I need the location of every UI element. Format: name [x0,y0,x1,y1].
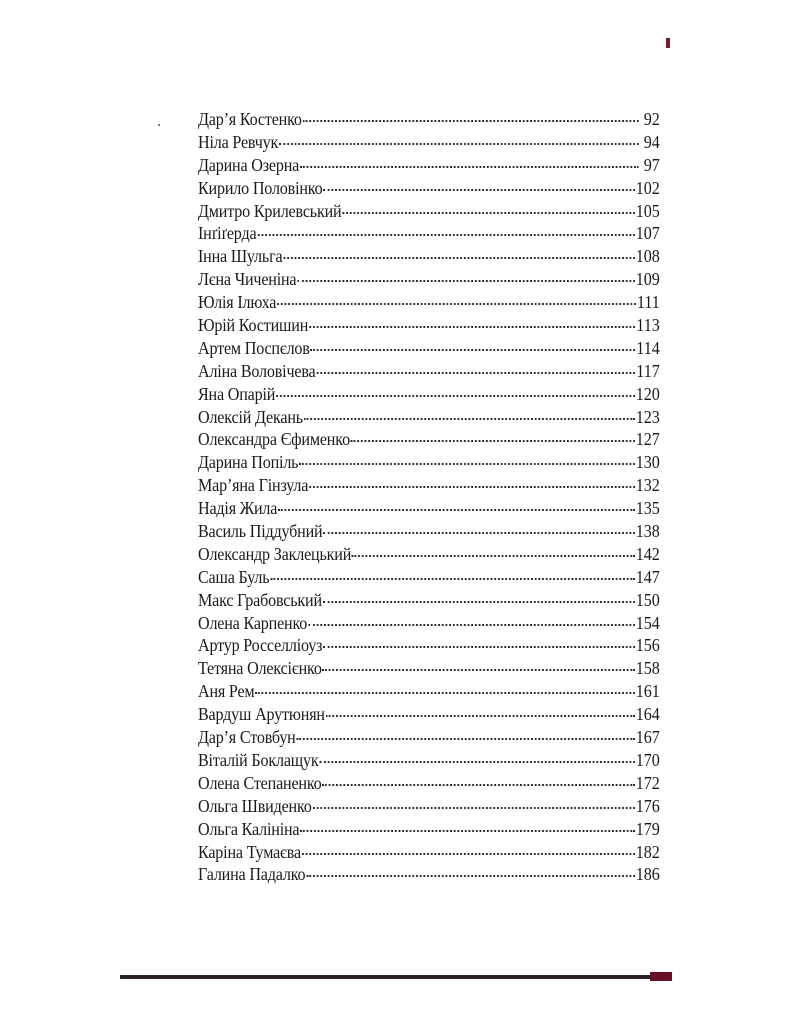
toc-entry-page-number: 147 [635,566,660,587]
toc-entry-name: Юлія Ілюха [198,292,277,313]
toc-entry-name: Ніла Ревчук [198,131,279,152]
toc-entry [198,291,660,314]
toc-dot-leader [309,482,635,488]
toc-entry [198,383,660,406]
toc-entry-name: Інґіґерда [198,223,257,244]
toc-dot-leader [308,620,635,626]
toc-dot-leader [270,574,634,580]
toc-entry-name: Галина Падалко [198,864,306,885]
toc-entry-page-number: 172 [635,772,660,793]
toc-entry [198,749,660,772]
toc-entry [198,154,660,177]
toc-entry [198,543,660,566]
toc-entry-name: Аня Рем [198,681,255,702]
toc-entry-name: Артем Поспєлов [198,337,310,358]
toc-entry-page-number: 117 [636,360,660,381]
toc-entry-name: Макс Грабовський [198,589,322,610]
toc-dot-leader [283,253,634,259]
toc-entry [198,314,660,337]
toc-entry-name: Мар’яна Гінзула [198,475,309,496]
toc-entry [198,245,660,268]
toc-entry-page-number: 164 [635,704,660,725]
toc-entry-name: Саша Буль [198,566,270,587]
toc-entry-page-number: 97 [643,154,660,175]
toc-entry [198,703,660,726]
toc-entry-page-number: 107 [635,223,660,244]
toc-entry-name: Дарина Попіль [198,452,299,473]
toc-entry-name: Юрій Костишин [198,315,309,336]
toc-dot-leader [276,391,635,397]
toc-entry [198,451,660,474]
toc-dot-leader [351,436,635,442]
toc-entry [198,566,660,589]
toc-dot-leader [302,849,635,855]
toc-entry [198,108,660,131]
toc-entry-name: Тетяна Олексієнко [198,658,322,679]
toc-entry-page-number: 176 [635,795,660,816]
toc-dot-leader [323,665,635,671]
toc-dot-leader [303,116,639,122]
toc-entry-page-number: 127 [635,429,660,450]
toc-dot-leader [300,162,639,168]
toc-entry-page-number: 142 [635,543,660,564]
toc-dot-leader [323,528,634,534]
toc-dot-leader [323,597,635,603]
toc-entry-page-number: 130 [635,452,660,473]
toc-entry [198,200,660,223]
toc-dot-leader [342,208,634,214]
toc-entry-name: Дарина Озерна [198,154,300,175]
toc-dot-leader [278,505,635,511]
toc-entry-page-number: 108 [635,246,660,267]
toc-entry-page-number: 170 [635,749,660,770]
toc-entry [198,657,660,680]
toc-entry-name: Аліна Воловічева [198,360,316,381]
toc-dot-leader [322,780,634,786]
toc-dot-leader [306,871,634,877]
toc-entry [198,634,660,657]
toc-entry-page-number: 182 [635,841,660,862]
toc-entry-page-number: 114 [636,337,660,358]
toc-entry [198,726,660,749]
toc-entry [198,818,660,841]
toc-entry-page-number: 94 [643,131,660,152]
page-bottom-edge [120,975,668,979]
toc-dot-leader [326,711,635,717]
toc-dot-leader [313,803,635,809]
toc-entry-name: Артур Росселліоуз [198,635,323,656]
toc-entry [198,406,660,429]
toc-entry-name: Дар’я Костенко [198,109,302,129]
page-edge-mark [666,38,670,48]
toc-entry-page-number: 158 [635,658,660,679]
table-of-contents [198,108,660,886]
toc-entry-name: Дар’я Стовбун [198,727,296,748]
toc-entry [198,177,660,200]
toc-entry-name: Василь Піддубний [198,521,323,542]
toc-entry-page-number: 150 [635,589,660,610]
toc-entry-name: Олександра Єфименко [198,429,350,450]
toc-entry-name: Олексій Декань [198,406,303,427]
toc-entry-name: Олена Карпенко [198,612,308,633]
toc-entry-page-number: 132 [635,475,660,496]
toc-entry-page-number: 123 [635,406,660,427]
toc-entry-page-number: 186 [635,864,660,885]
toc-dot-leader [304,414,635,420]
toc-dot-leader [323,185,634,191]
toc-entry [198,772,660,795]
toc-dot-leader [297,276,634,282]
toc-entry-name: Олена Степаненко [198,772,322,793]
toc-entry-page-number: 113 [636,315,660,336]
print-speck [158,124,160,126]
toc-dot-leader [309,322,635,328]
toc-entry-name: Ольга Швиденко [198,795,312,816]
toc-dot-leader [297,734,635,740]
toc-entry-name: Вардуш Арутюнян [198,704,325,725]
toc-entry-name: Каріна Тумаєва [198,841,301,862]
toc-entry-page-number: 179 [635,818,660,839]
toc-entry-page-number: 138 [635,521,660,542]
toc-entry-name: Лєна Чиченіна [198,269,297,290]
toc-entry [198,680,660,703]
toc-entry-page-number: 102 [635,177,660,198]
toc-entry [198,612,660,635]
toc-entry [198,222,660,245]
toc-entry-name: Кирило Половінко [198,177,323,198]
toc-dot-leader [323,642,635,648]
toc-entry-page-number: 105 [635,200,660,221]
toc-dot-leader [300,826,634,832]
toc-entry [198,589,660,612]
toc-entry [198,428,660,451]
toc-entry [198,497,660,520]
toc-entry [198,520,660,543]
toc-entry [198,360,660,383]
toc-entry-name: Ольга Калініна [198,818,300,839]
toc-entry-name: Віталій Боклащук [198,749,319,770]
toc-entry-name: Надія Жила [198,498,278,519]
toc-dot-leader [352,551,635,557]
toc-dot-leader [319,757,634,763]
toc-dot-leader [311,345,636,351]
toc-entry-page-number: 156 [635,635,660,656]
toc-entry-page-number: 167 [635,727,660,748]
toc-entry-page-number: 161 [635,681,660,702]
toc-dot-leader [316,368,635,374]
toc-entry [198,863,660,886]
toc-dot-leader [299,459,635,465]
toc-entry-name: Олександр Заклецький [198,543,352,564]
toc-entry-page-number: 120 [635,383,660,404]
toc-entry-page-number: 109 [635,269,660,290]
toc-entry-name: Дмитро Крилевський [198,200,342,221]
toc-entry [198,795,660,818]
toc-dot-leader [277,299,636,305]
toc-entry-page-number: 154 [635,612,660,633]
toc-entry [198,474,660,497]
toc-entry [198,841,660,864]
toc-dot-leader [257,230,634,236]
toc-dot-leader [255,688,634,694]
toc-entry-page-number: 135 [635,498,660,519]
toc-entry-name: Яна Опарій [198,383,276,404]
toc-entry [198,268,660,291]
toc-dot-leader [279,139,639,145]
toc-entry [198,337,660,360]
toc-entry-page-number: 111 [636,292,660,313]
toc-entry-page-number: 92 [643,109,660,129]
page-bottom-edge-accent [650,972,672,981]
toc-entry [198,131,660,154]
toc-entry-name: Інна Шульга [198,246,283,267]
